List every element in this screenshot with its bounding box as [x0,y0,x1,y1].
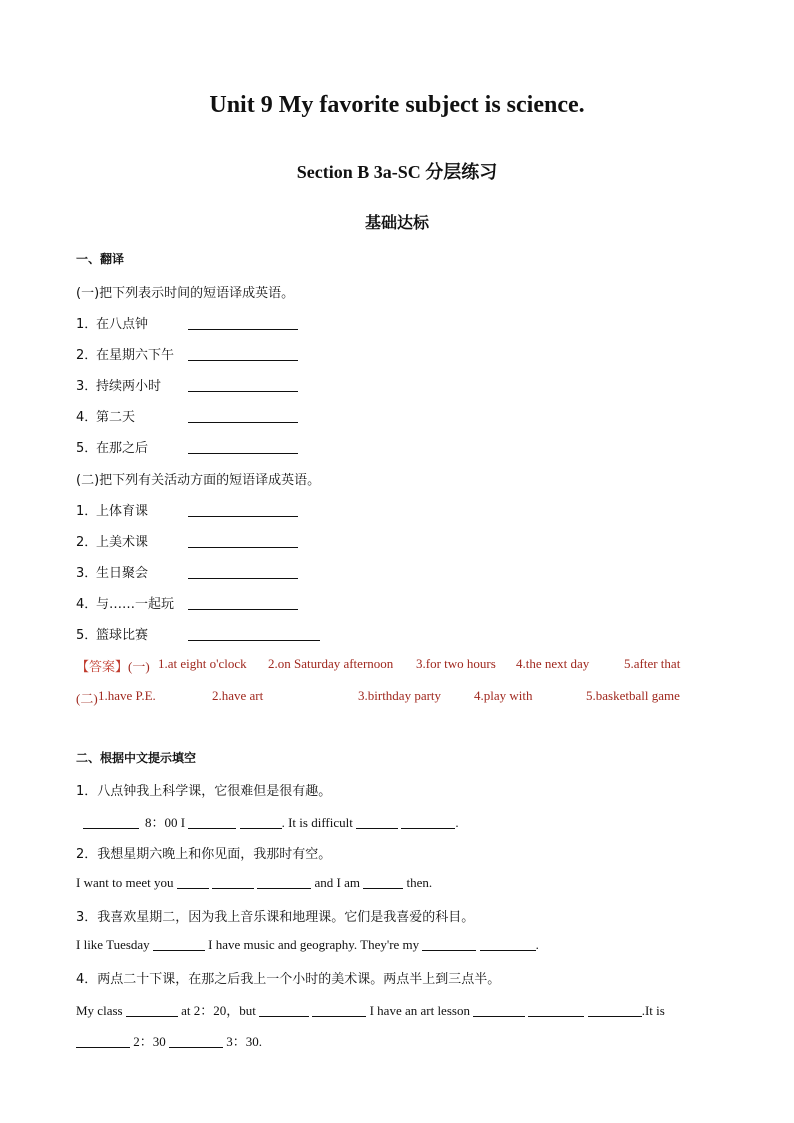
answer-item: 5.basketball game [586,688,680,703]
answer-blank[interactable] [188,597,298,610]
item-row: 3．生日聚会 [76,562,298,581]
item-row: 1．上体育课 [76,500,298,519]
answer-item: 2.on Saturday afternoon [268,656,394,671]
fill-blank[interactable] [177,876,209,889]
item-row: 4．第二天 [76,406,298,425]
fill-blank[interactable] [588,1004,642,1017]
page-title: Unit 9 My favorite subject is science. [209,92,585,118]
fill-blank[interactable] [240,816,282,829]
item-row: 1．在八点钟 [76,313,298,332]
answer-blank[interactable] [188,441,298,454]
answer-blank[interactable] [188,535,298,548]
fill-blank[interactable] [76,1035,130,1048]
fill-blank[interactable] [422,938,476,951]
question-cn: 3．我喜欢星期二，因为我上音乐课和地理课。它们是我喜爱的科目。 [76,910,475,925]
answer-item: 1.at eight o'clock [158,656,247,671]
question-en: 8：00 I . It is difficult . [76,812,459,831]
fill-blank[interactable] [528,1004,584,1017]
question-en: My class at 2：20，but I have an art lesson .It is [76,1003,665,1018]
item-row: 2．上美术课 [76,531,298,550]
fill-blank[interactable] [257,876,311,889]
answer-blank[interactable] [188,504,298,517]
fill-blank[interactable] [153,938,205,951]
fill-blank[interactable] [83,816,139,829]
fill-blank[interactable] [259,1004,309,1017]
answer-item: 3.birthday party [358,688,442,703]
fill-blank[interactable] [188,816,236,829]
answer-blank[interactable] [188,410,298,423]
question-cn: 4．两点二十下课，在那之后我上一个小时的美术课。两点半上到三点半。 [76,972,501,987]
item-row: 2．在星期六下午 [76,344,298,363]
fill-blank[interactable] [126,1004,178,1017]
answer-row-2: (二) 1.have P.E. 2.have art 3.birthday party 4.play with 5.basketball game [76,688,680,706]
section-subtitle: Section B 3a-SC 分层练习 [296,162,498,182]
part1-sub2: (二)把下列有关活动方面的短语译成英语。 [76,473,321,488]
part1-heading: 一、翻译 [76,252,125,266]
fill-blank[interactable] [473,1004,525,1017]
fill-blank[interactable] [401,816,455,829]
fill-blank[interactable] [480,938,536,951]
answer-blank[interactable] [188,379,298,392]
part2-heading: 二、根据中文提示填空 [76,751,197,765]
part1-sub1: (一)把下列表示时间的短语译成英语。 [76,286,295,301]
item-row: 3．持续两小时 [76,375,298,394]
answer-item: 5.after that [624,656,681,671]
fill-blank[interactable] [363,876,403,889]
question-cn: 2．我想星期六晚上和你见面，我那时有空。 [76,847,332,862]
question-en: 2：30 3：30. [76,1031,262,1050]
question-en: I want to meet you and I am then. [76,875,433,890]
answer-blank[interactable] [188,348,298,361]
answer-blank[interactable] [188,317,298,330]
item-row: 5．篮球比赛 [76,624,320,643]
fill-blank[interactable] [356,816,398,829]
level-heading: 基础达标 [364,215,429,232]
answer-row-1: 【答案】(一) 1.at eight o'clock 2.on Saturday afternoon 3.for two hours 4.the next day 5.after that [76,656,681,674]
answer-item: 1.have P.E. [98,688,156,703]
answer-item: 4.the next day [516,656,590,671]
item-row: 4．与……一起玩 [76,593,298,612]
item-row: 5．在那之后 [76,437,298,456]
answer-blank[interactable] [188,628,320,641]
answer-blank[interactable] [188,566,298,579]
fill-blank[interactable] [212,876,254,889]
question-en: I like Tuesday I have music and geography. They're my . [76,937,539,952]
answer-item: 4.play with [474,688,533,703]
answer-item: 3.for two hours [416,656,496,671]
fill-blank[interactable] [312,1004,366,1017]
fill-blank[interactable] [169,1035,223,1048]
answer-label: 【答案】 [76,659,129,674]
answer-item: 2.have art [212,688,264,703]
question-cn: 1．八点钟我上科学课，它很难但是很有趣。 [76,784,332,799]
